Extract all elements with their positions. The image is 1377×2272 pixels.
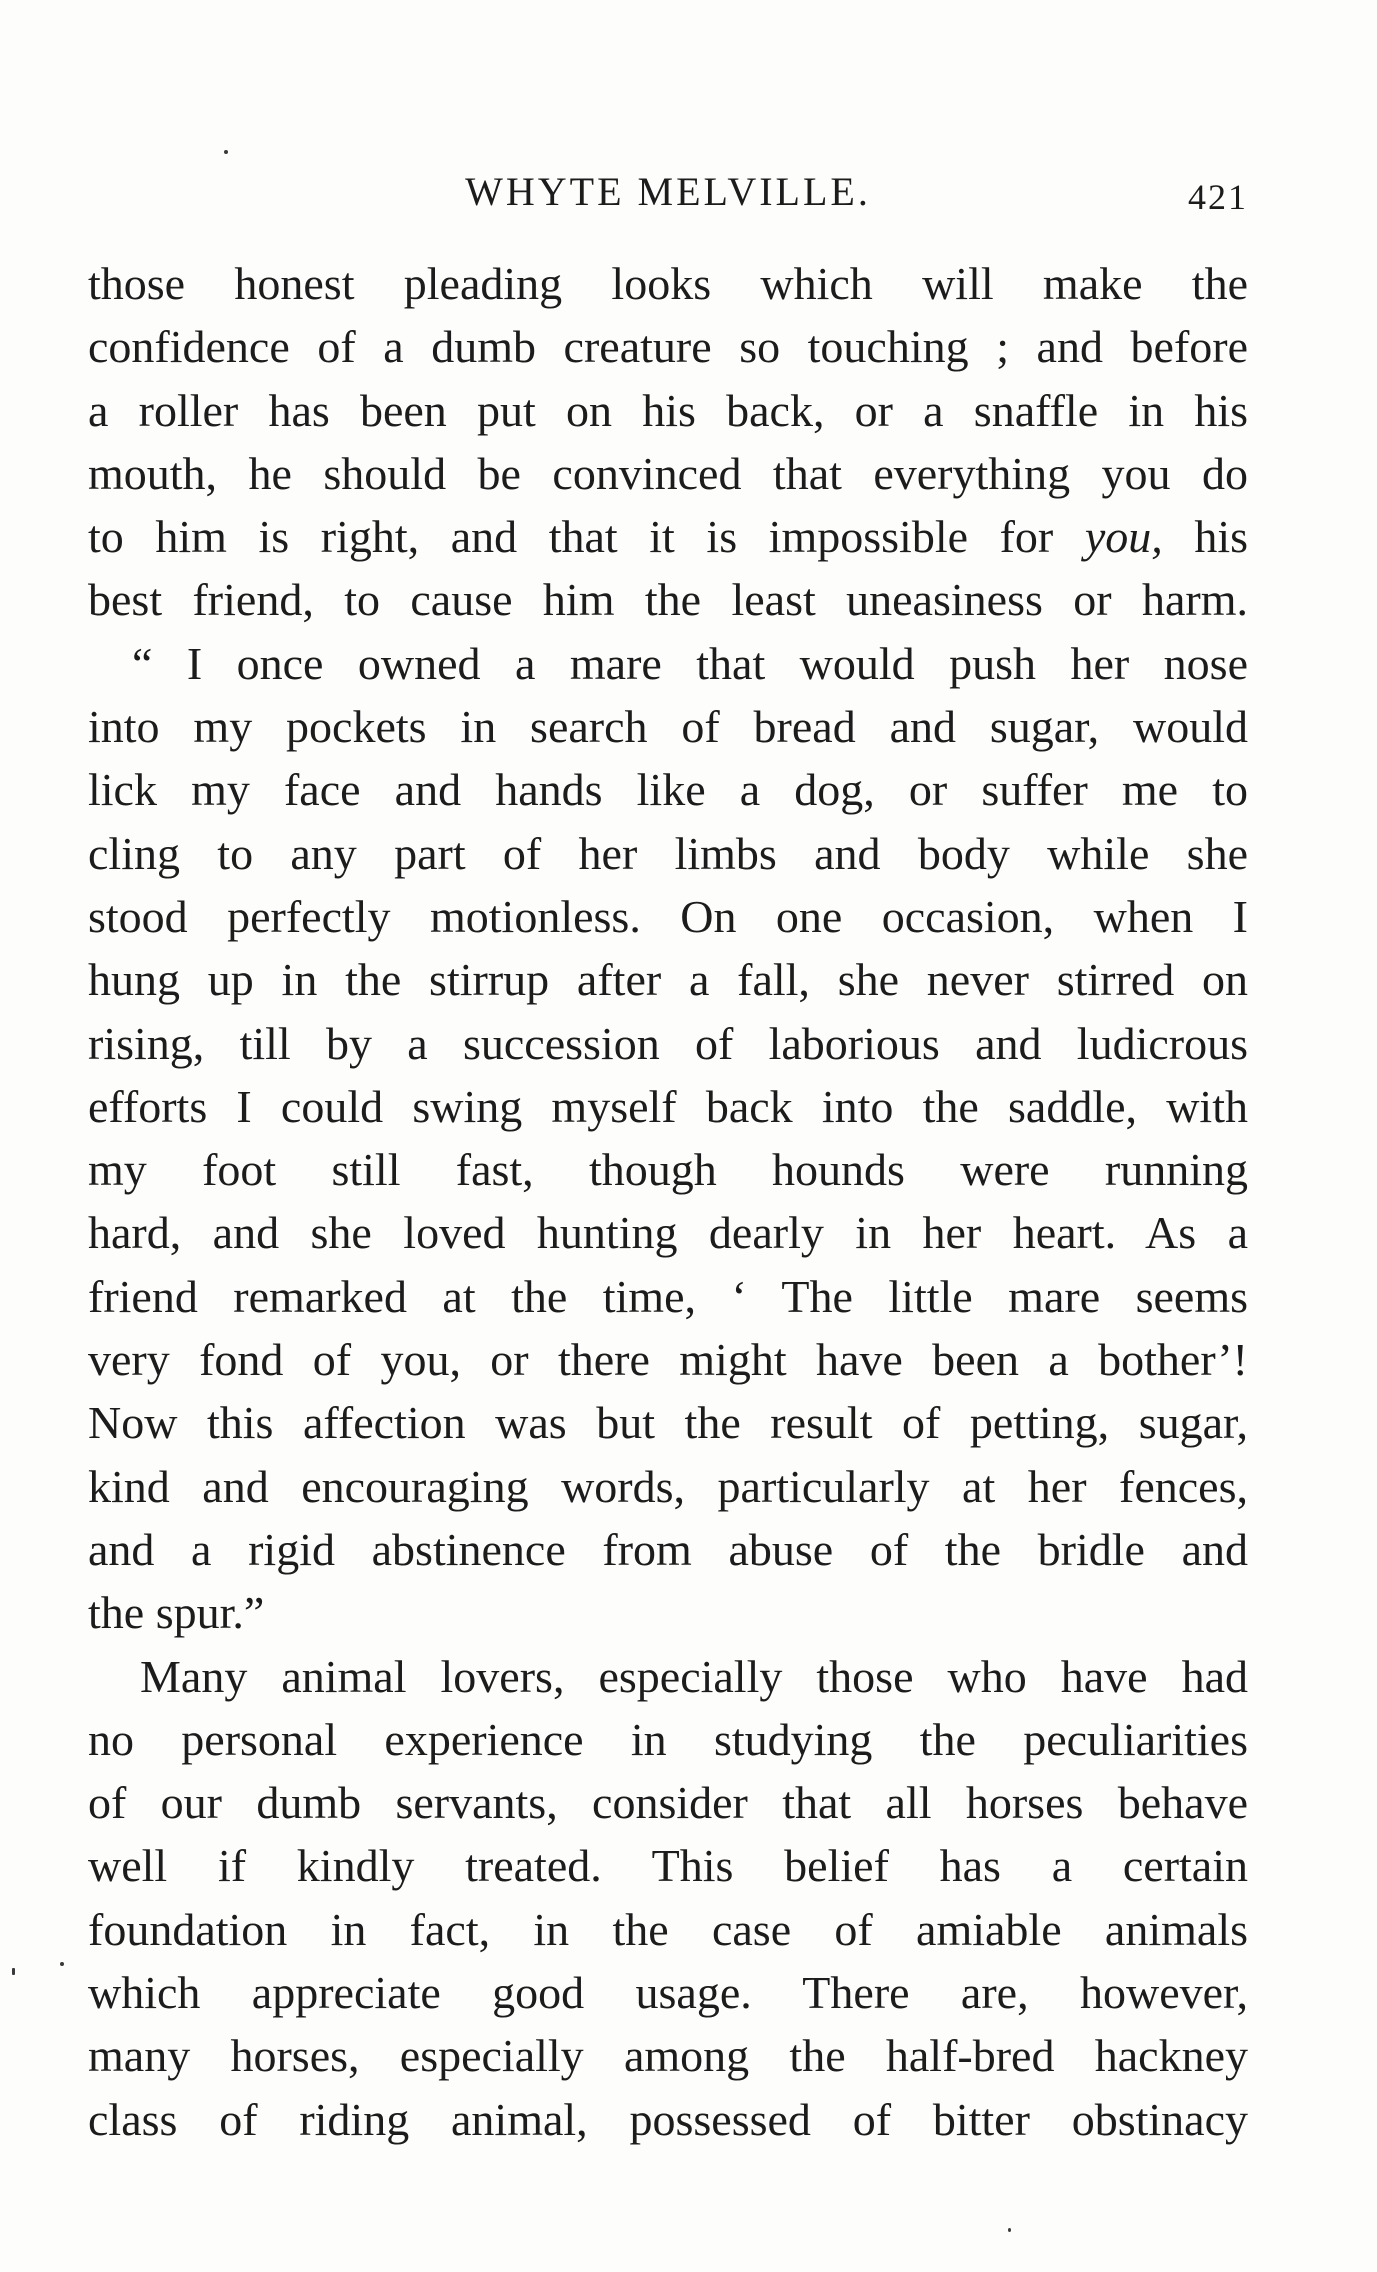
running-title: WHYTE MELVILLE. — [465, 169, 871, 214]
text-line: foundation in fact, in the case of amiable animals — [88, 1903, 1248, 1955]
emphasis-you: you, — [1084, 511, 1163, 563]
text-line: and a rigid abstinence from abuse of the bridle and — [88, 1523, 1248, 1575]
body-text — [88, 252, 1248, 2151]
scan-speck — [60, 1962, 64, 1966]
text-line-quote-end: the spur.” — [88, 1587, 265, 1639]
text-line: mouth, he should be convinced that everything you do — [88, 447, 1248, 499]
text-line: hung up in the stirrup after a fall, she never stirred on — [88, 954, 1248, 1006]
text-line: those honest pleading looks which will make the — [88, 258, 1248, 309]
text-line: into my pockets in search of bread and sugar, would — [88, 701, 1248, 753]
text-line-quote-start: “ I once owned a mare that would push her nose — [132, 637, 1248, 689]
page-number: 421 — [1188, 177, 1248, 217]
text-line: kind and encouraging words, particularly at her fences, — [88, 1460, 1248, 1512]
text-line: a roller has been put on his back, or a snaffle in his — [88, 384, 1248, 436]
text-line: which appreciate good usage. There are, however, — [88, 1967, 1248, 2019]
text-line-paragraph-start: Many animal lovers, especially those who have had — [140, 1650, 1248, 1702]
text-line: efforts I could swing myself back into the saddle, with — [88, 1080, 1248, 1132]
text-line: lick my face and hands like a dog, or suffer me to — [88, 764, 1248, 816]
text-line: stood perfectly motionless. On one occasion, when I — [88, 890, 1248, 942]
scan-speck — [12, 1968, 15, 1975]
text-line: hard, and she loved hunting dearly in her heart. As a — [88, 1207, 1248, 1259]
text-line: my foot still fast, though hounds were running — [88, 1144, 1248, 1196]
scan-speck — [224, 150, 228, 154]
text-line: class of riding animal, possessed of bitter obstinacy — [88, 2093, 1248, 2145]
text-line: confidence of a dumb creature so touching ; and before — [88, 321, 1248, 373]
text-line: to him is right, and that it is impossible for you, his — [88, 511, 1248, 563]
text-line: of our dumb servants, consider that all horses behave — [88, 1777, 1248, 1829]
text-line: cling to any part of her limbs and body while she — [88, 827, 1248, 879]
text-line: best friend, to cause him the least uneasiness or harm. — [88, 574, 1248, 626]
text-line: friend remarked at the time, ‘ The little mare seems — [88, 1270, 1248, 1322]
scan-speck — [1008, 2228, 1011, 2232]
text-line: no personal experience in studying the peculiarities — [88, 1713, 1248, 1765]
text-line: Now this affection was but the result of petting, sugar, — [88, 1397, 1248, 1449]
text-line: well if kindly treated. This belief has a certain — [88, 1840, 1248, 1892]
text-line: many horses, especially among the half-bred hackney — [88, 2030, 1248, 2082]
running-head — [88, 168, 1248, 228]
text-line: very fond of you, or there might have been a bother’! — [88, 1334, 1248, 1386]
text-line: rising, till by a succession of laborious and ludicrous — [88, 1017, 1248, 1069]
